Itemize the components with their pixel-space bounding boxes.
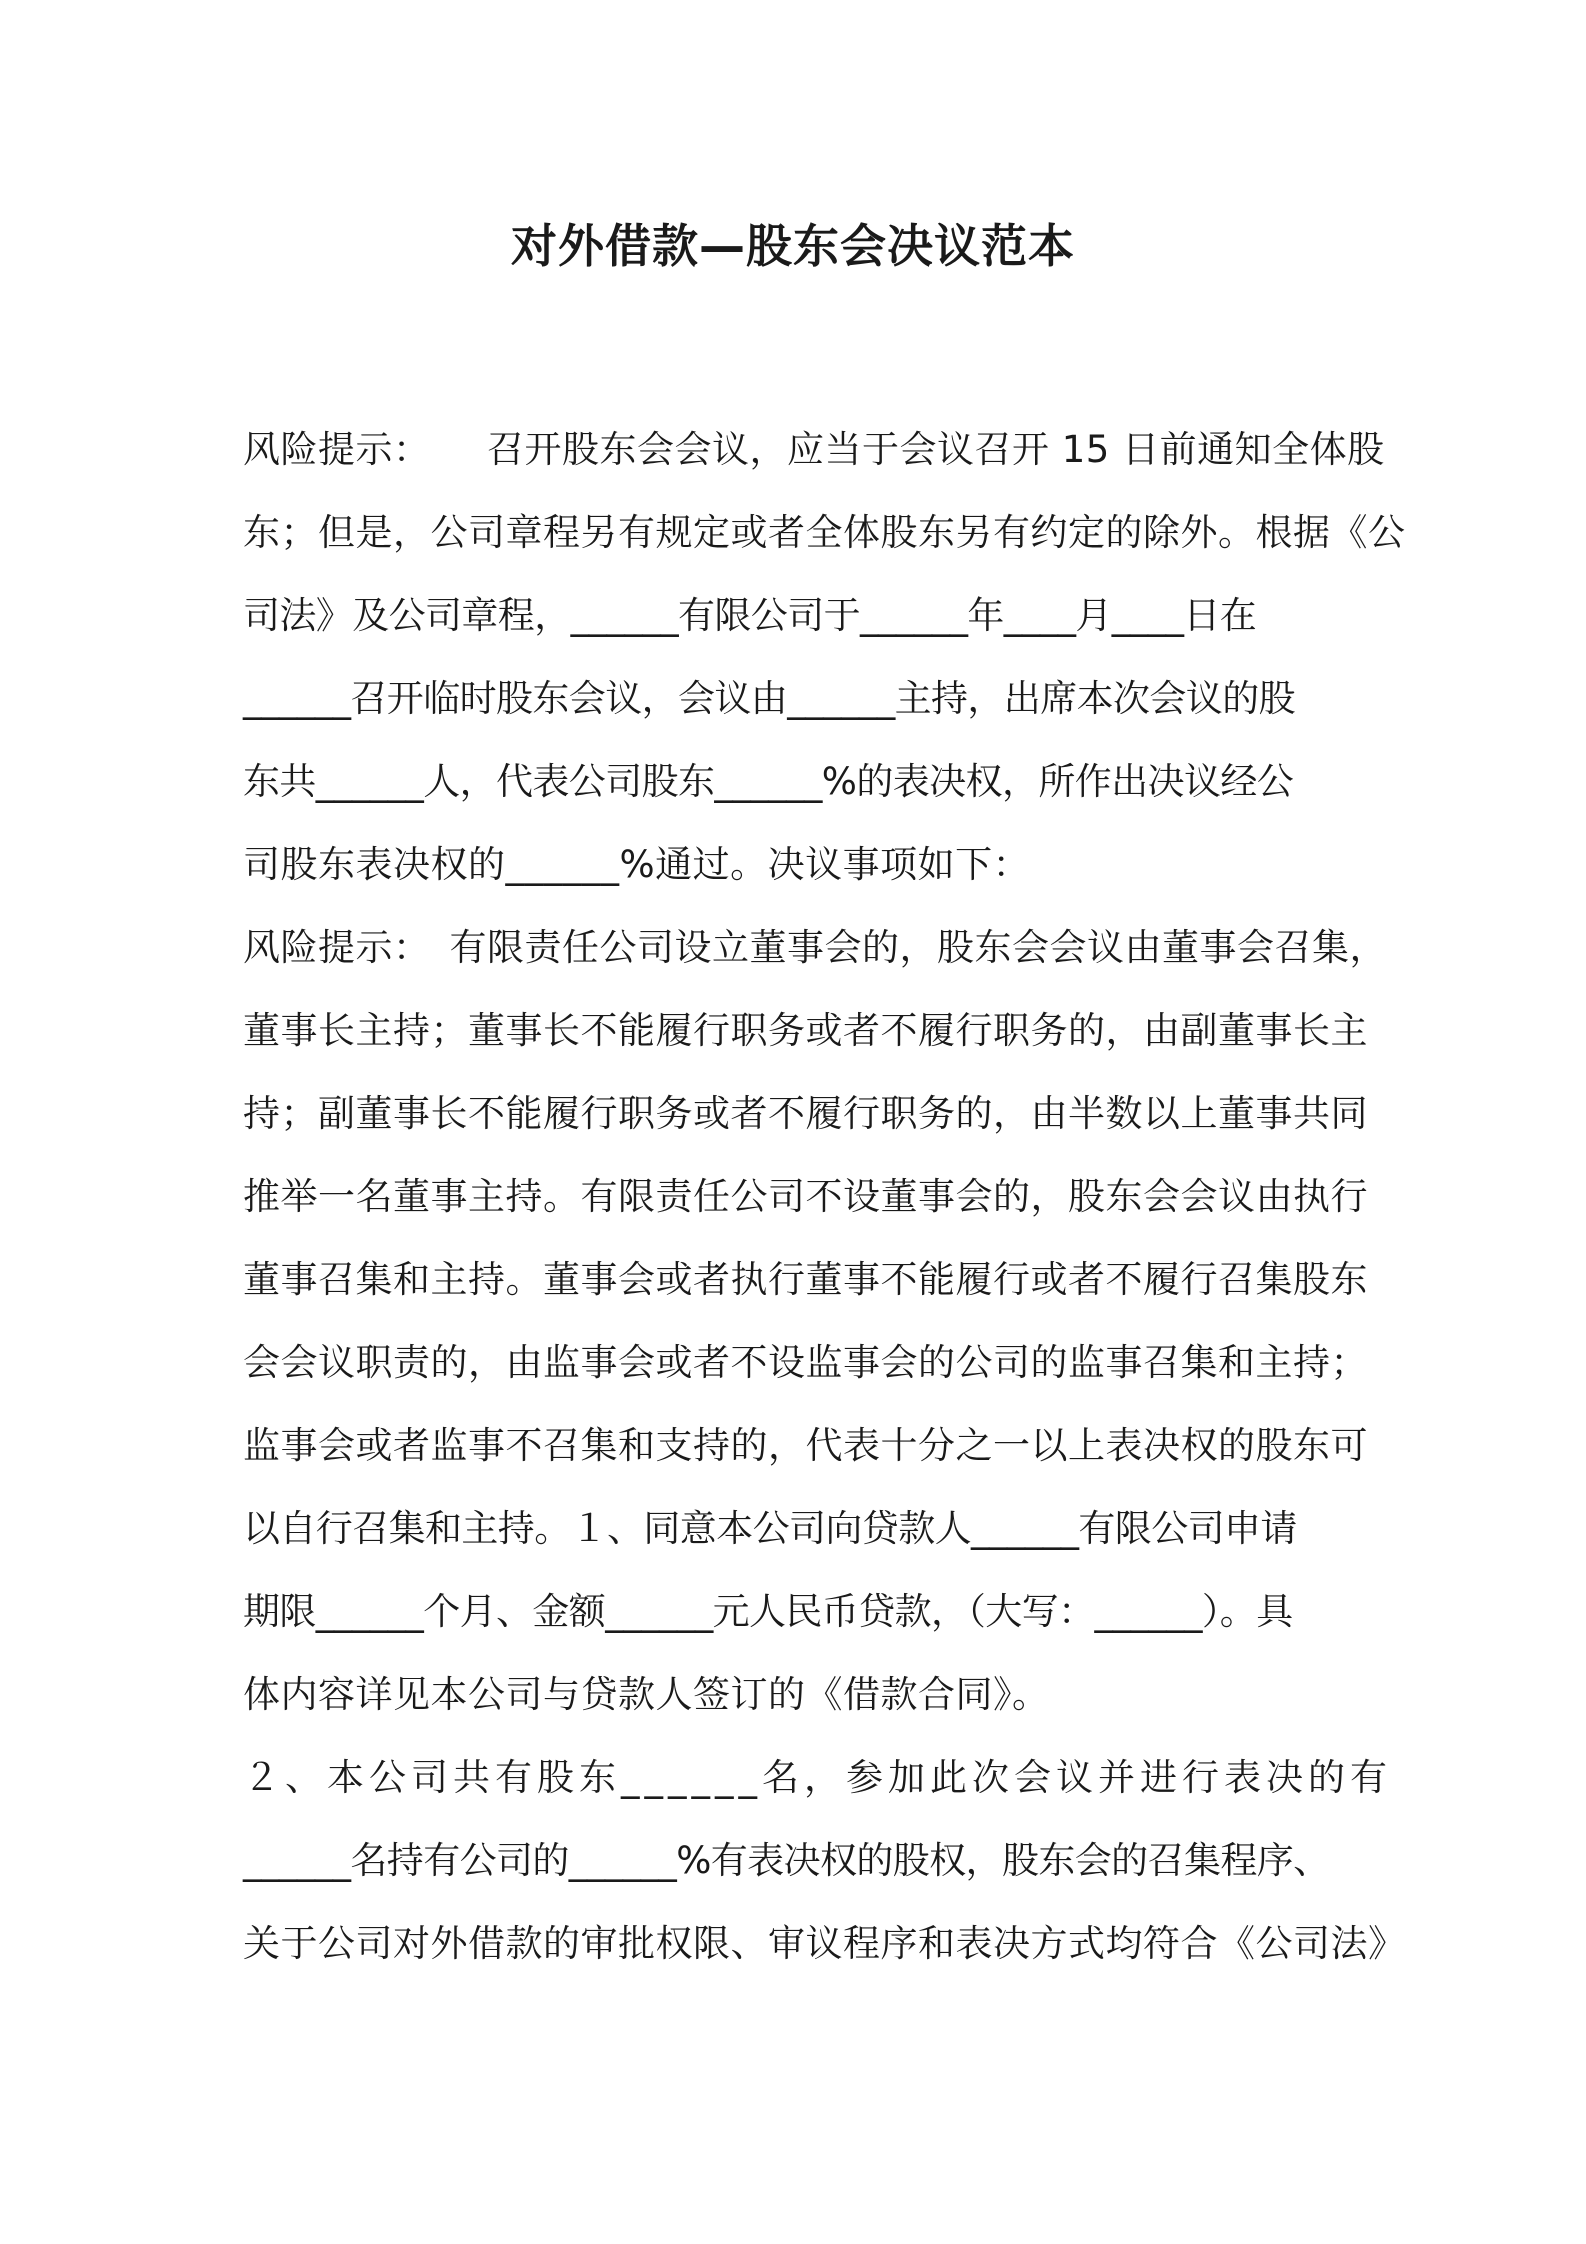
body-line: 董事召集和主持。董事会或者执行董事不能履行或者不履行召集股东 xyxy=(243,1258,1368,1301)
body-line: 会会议职责的，由监事会或者不设监事会的公司的监事召集和主持； xyxy=(243,1341,1368,1384)
body-line: ２、本公司共有股东______名，参加此次会议并进行表决的有 xyxy=(243,1756,1392,1799)
body-line: 董事长主持；董事长不能履行职务或者不履行职务的，由副董事长主 xyxy=(243,1009,1368,1052)
body-line: 东；但是，公司章程另有规定或者全体股东另有约定的除外。根据《公 xyxy=(243,511,1406,554)
body-line: 风险提示： 召开股东会会议，应当于会议召开 15 日前通知全体股 xyxy=(243,428,1385,471)
body-line: ______名持有公司的______%有表决权的股权，股东会的召集程序、 xyxy=(243,1839,1330,1882)
body-line: 以自行召集和主持。１、同意本公司向贷款人______有限公司申请 xyxy=(243,1507,1297,1550)
document-body xyxy=(243,408,1406,1985)
body-line: 关于公司对外借款的审批权限、审议程序和表决方式均符合《公司法》 xyxy=(243,1922,1406,1965)
body-line: 东共______人，代表公司股东______%的表决权，所作出决议经公 xyxy=(243,760,1294,803)
document-title: 对外借款—股东会决议范本 xyxy=(511,219,1075,273)
body-line: 监事会或者监事不召集和支持的，代表十分之一以上表决权的股东可 xyxy=(243,1424,1368,1467)
body-line: ______召开临时股东会议，会议由______主持，出席本次会议的股 xyxy=(243,677,1295,720)
body-line: 期限______个月、金额______元人民币贷款，（大写：______）。具 xyxy=(243,1590,1293,1633)
body-line: 体内容详见本公司与贷款人签订的《借款合同》。 xyxy=(243,1673,1050,1716)
body-line: 推举一名董事主持。有限责任公司不设董事会的，股东会会议由执行 xyxy=(243,1175,1368,1218)
body-line: 风险提示： 有限责任公司设立董事会的，股东会会议由董事会召集， xyxy=(243,926,1387,969)
body-line: 司股东表决权的______%通过。决议事项如下： xyxy=(243,843,1031,886)
body-line: 司法》及公司章程，______有限公司于______年____月____日在 xyxy=(243,594,1257,637)
body-line: 持；副董事长不能履行职务或者不履行职务的，由半数以上董事共同 xyxy=(243,1092,1368,1135)
